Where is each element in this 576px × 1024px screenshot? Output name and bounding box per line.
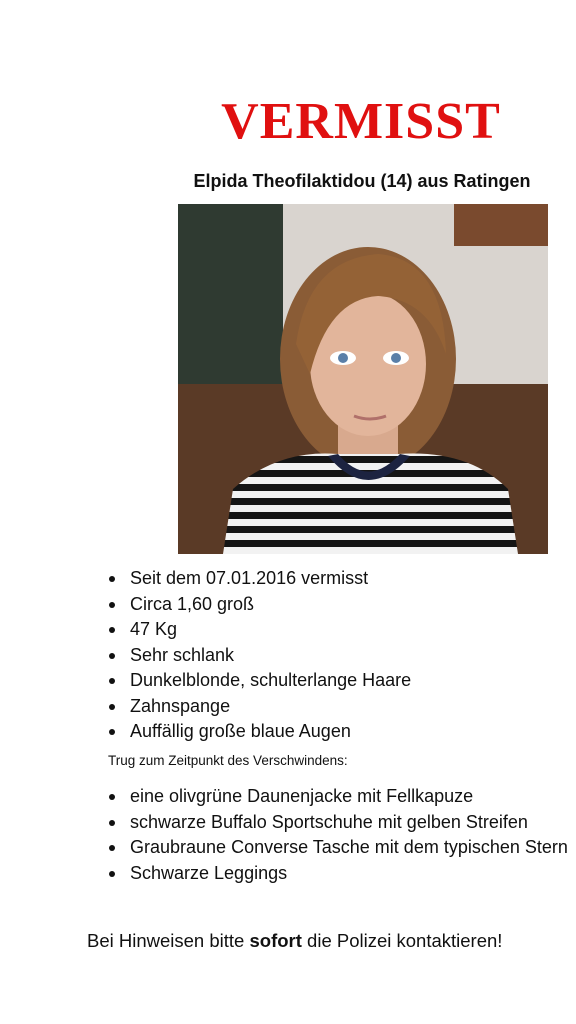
bullet-icon <box>109 653 115 659</box>
bullet-icon <box>109 845 115 851</box>
list-item: Schwarze Leggings <box>108 861 568 887</box>
list-item: eine olivgrüne Daunenjacke mit Fellkapuze <box>108 784 568 810</box>
list-item: Dunkelblonde, schulterlange Haare <box>108 668 411 694</box>
bullet-icon <box>109 602 115 608</box>
headline: VERMISST <box>221 93 501 150</box>
bullet-icon <box>109 729 115 735</box>
list-item: Sehr schlank <box>108 643 411 669</box>
footer-notice: Bei Hinweisen bitte sofort die Polizei kontaktieren! <box>87 930 503 951</box>
bullet-icon <box>109 820 115 826</box>
list-item: Seit dem 07.01.2016 vermisst <box>108 566 411 592</box>
description-list <box>108 566 411 745</box>
bullet-icon <box>109 704 115 710</box>
list-item: Circa 1,60 groß <box>108 592 411 618</box>
list-item: Zahnspange <box>108 694 411 720</box>
bullet-icon <box>109 678 115 684</box>
footer-emphasis: sofort <box>249 930 302 951</box>
list-item: 47 Kg <box>108 617 411 643</box>
list-item: schwarze Buffalo Sportschuhe mit gelben Streifen <box>108 810 568 836</box>
clothing-intro: Trug zum Zeitpunkt des Verschwindens: <box>108 753 348 768</box>
bullet-icon <box>109 871 115 877</box>
clothing-list <box>108 784 568 886</box>
list-item: Graubraune Converse Tasche mit dem typischen Stern <box>108 835 568 861</box>
bullet-icon <box>109 576 115 582</box>
bullet-icon <box>109 794 115 800</box>
subject-line: Elpida Theofilaktidou (14) aus Ratingen <box>193 171 531 191</box>
bullet-icon <box>109 627 115 633</box>
list-item: Auffällig große blaue Augen <box>108 719 411 745</box>
missing-person-photo <box>178 204 548 554</box>
